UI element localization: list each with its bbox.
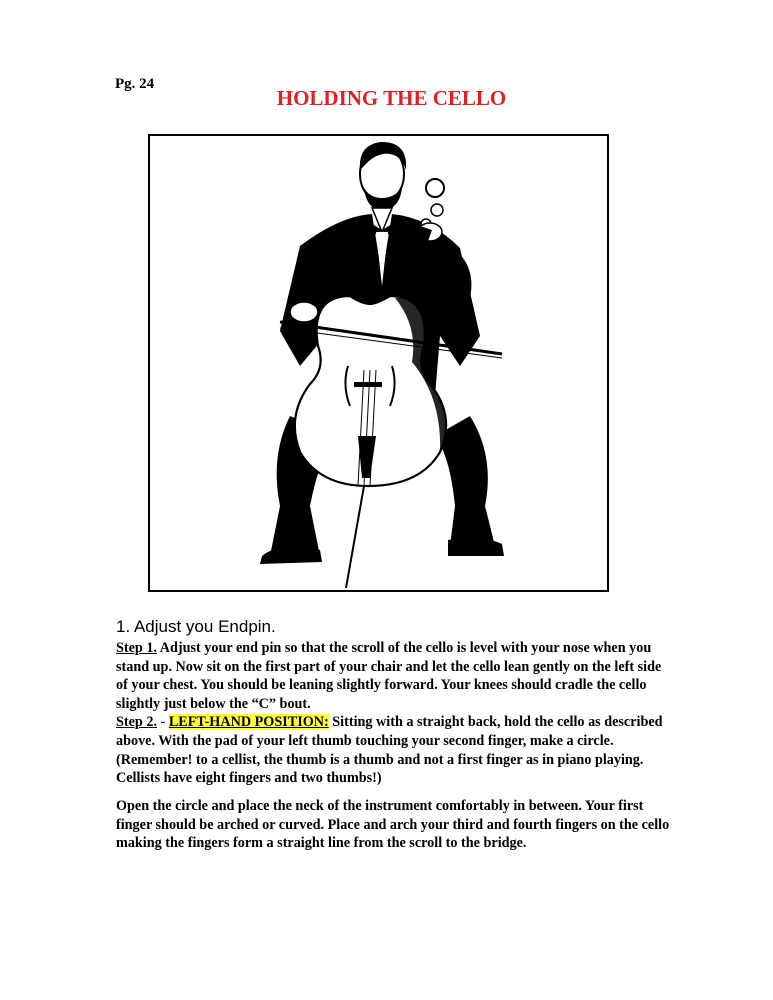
cello-endpin xyxy=(346,486,364,588)
cellist-illustration xyxy=(150,136,607,590)
section-heading: 1. Adjust you Endpin. xyxy=(116,617,276,636)
cellist-illustration-frame xyxy=(148,134,609,592)
page-title: HOLDING THE CELLO xyxy=(276,86,507,110)
page-number: Pg. 24 xyxy=(115,76,155,92)
left-hand-position-highlight: LEFT-HAND POSITION: xyxy=(168,714,329,731)
step-2-label: Step 2. xyxy=(116,714,157,731)
step-1-label: Step 1. xyxy=(116,640,157,656)
instructions-block xyxy=(116,639,672,788)
step-2-separator: - xyxy=(157,714,169,731)
neck-placement-paragraph xyxy=(116,797,672,853)
step-1-text: Adjust your end pin so that the scroll of the cello is level with your nose when you stand up. Now sit on the first part of your chair and let the cello lean gently on the left side of your chest. You should be leaning slightly forward. Your knees should cradle the cello slightly just below the “C” bout. xyxy=(116,640,662,712)
neck-placement-text: Open the circle and place the neck of the instrument comfortably in between. Your first finger should be arched or curved. Place and arch your third and fourth fingers on the cello making the fingers form a straight line from the scroll to the bridge. xyxy=(116,798,670,852)
step-2-paragraph xyxy=(116,713,672,787)
step-2-text: Sitting with a straight back, hold the cello as described above. With the pad of your left thumb touching your second finger, make a circle. (Remember! to a cellist, the thumb is a thumb and not a first finger as in piano playing. Cellists have eight fingers and two thumbs!) xyxy=(116,714,663,787)
step-1-paragraph xyxy=(116,639,672,713)
